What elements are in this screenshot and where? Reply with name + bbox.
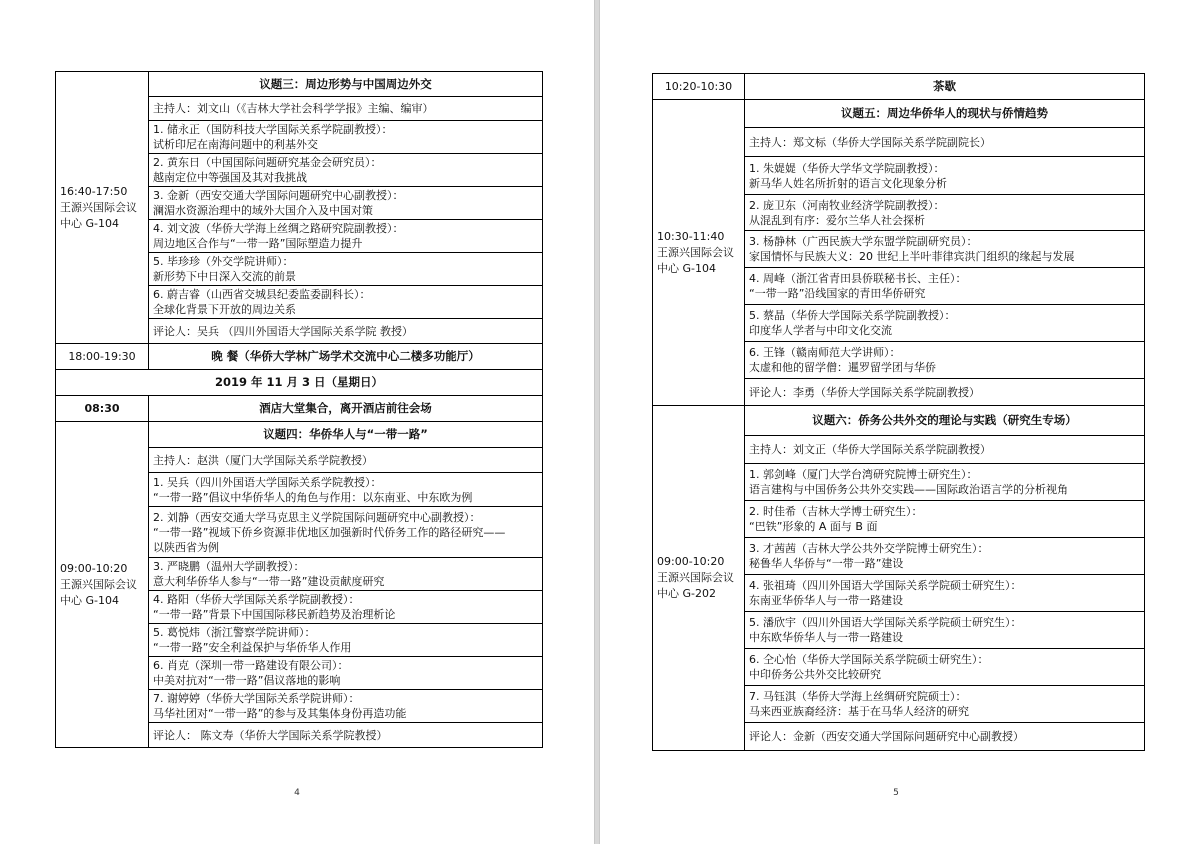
- session5-presentation-5: 5. 蔡晶（华侨大学国际关系学院副教授）： 印度华人学者与中印文化交流: [745, 305, 1145, 342]
- session4-presentation-6: 6. 肖克（深圳一带一路建设有限公司）： 中美对抗对“一带一路”倡议落地的影响: [149, 657, 543, 690]
- tea-time: 10:20-10:30: [653, 74, 745, 100]
- session5-time-venue: 10:30-11:40 王源兴国际会议中心 G-104: [653, 100, 745, 406]
- session4-presentation-3: 3. 严晓鹏（温州大学副教授）： 意大利华侨华人参与“一带一路”建设贡献度研究: [149, 558, 543, 591]
- session3-presentation-6: 6. 蔚吉睿（山西省交城县纪委监委副科长）： 全球化背景下开放的周边关系: [149, 286, 543, 319]
- session6-presentation-1: 1. 郭剑峰（厦门大学台湾研究院博士研究生）： 语言建构与中国侨务公共外交实践——国际政治语言学的分析视角: [745, 464, 1145, 501]
- session6-presentation-2: 2. 时佳希（吉林大学博士研究生）： “巴铁”形象的 A 面与 B 面: [745, 501, 1145, 538]
- session6-presentation-3: 3. 才茜茜（吉林大学公共外交学院博士研究生）： 秘鲁华人华侨与“一带一路”建设: [745, 538, 1145, 575]
- session5-presentation-2: 2. 庞卫东（河南牧业经济学院副教授）： 从混乱到有序：爱尔兰华人社会探析: [745, 195, 1145, 231]
- session3-title: 议题三：周边形势与中国周边外交: [149, 72, 543, 97]
- session6-host: 主持人：刘文正（华侨大学国际关系学院副教授）: [745, 436, 1145, 464]
- date-row: 2019 年 11 月 3 日（星期日）: [56, 370, 543, 396]
- session4-time-venue: 09:00-10:20 王源兴国际会议中心 G-104: [56, 422, 149, 748]
- session5-presentation-3: 3. 杨静林（广西民族大学东盟学院副研究员）： 家国情怀与民族大义：20 世纪上半叶菲律宾洪门组织的缘起与发展: [745, 231, 1145, 268]
- session6-title: 议题六：侨务公共外交的理论与实践（研究生专场）: [745, 406, 1145, 436]
- session6-discussant: 评论人：金新（西安交通大学国际问题研究中心副教授）: [745, 723, 1145, 751]
- session5-discussant: 评论人：李勇（华侨大学国际关系学院副教授）: [745, 379, 1145, 406]
- session3-time-venue: 16:40-17:50 王源兴国际会议中心 G-104: [56, 72, 149, 344]
- session4-presentation-2: 2. 刘静（西安交通大学马克思主义学院国际问题研究中心副教授）： “一带一路”视域下侨乡资源非优地区加强新时代侨务工作的路径研究—— 以陕西省为例: [149, 507, 543, 558]
- session3-discussant: 评论人：吴兵 （四川外国语大学国际关系学院 教授）: [149, 319, 543, 344]
- session5-host: 主持人：郑文标（华侨大学国际关系学院副院长）: [745, 128, 1145, 157]
- session6-presentation-4: 4. 张祖琦（四川外国语大学国际关系学院硕士研究生）： 东南亚华侨华人与一带一路建设: [745, 575, 1145, 612]
- page-number: 5: [893, 788, 899, 798]
- session3-presentation-4: 4. 刘文波（华侨大学海上丝绸之路研究院副教授）： 周边地区合作与“一带一路”国际塑造力提升: [149, 220, 543, 253]
- gather-text: 酒店大堂集合，离开酒店前往会场: [149, 396, 543, 422]
- schedule-table-left: [55, 71, 543, 748]
- session3-presentation-5: 5. 毕珍珍（外交学院讲师）： 新形势下中日深入交流的前景: [149, 253, 543, 286]
- session4-title: 议题四：华侨华人与“一带一路”: [149, 422, 543, 448]
- session6-presentation-5: 5. 潘欣宇（四川外国语大学国际关系学院硕士研究生）： 中东欧华侨华人与一带一路建设: [745, 612, 1145, 649]
- session4-discussant: 评论人： 陈文寿（华侨大学国际关系学院教授）: [149, 723, 543, 748]
- session6-time-venue: 09:00-10:20 王源兴国际会议中心 G-202: [653, 406, 745, 751]
- session5-presentation-1: 1. 朱媞媞（华侨大学华文学院副教授）： 新马华人姓名所折射的语言文化现象分析: [745, 157, 1145, 195]
- page-4: [0, 0, 594, 844]
- schedule-table-right: [652, 73, 1145, 751]
- dinner-text: 晚 餐（华侨大学林广场学术交流中心二楼多功能厅）: [149, 344, 543, 370]
- session6-presentation-7: 7. 马钰淇（华侨大学海上丝绸研究院硕士）： 马来西亚族裔经济：基于在马华人经济的研究: [745, 686, 1145, 723]
- tea-text: 茶歇: [745, 74, 1145, 100]
- session4-presentation-4: 4. 路阳（华侨大学国际关系学院副教授）： “一带一路”背景下中国国际移民新趋势及治理析论: [149, 591, 543, 624]
- session3-presentation-3: 3. 金新（西安交通大学国际问题研究中心副教授）： 澜湄水资源治理中的域外大国介入及中国对策: [149, 187, 543, 220]
- dinner-time: 18:00-19:30: [56, 344, 149, 370]
- session4-presentation-5: 5. 葛悦炜（浙江警察学院讲师）： “一带一路”安全利益保护与华侨华人作用: [149, 624, 543, 657]
- session4-host: 主持人：赵洪（厦门大学国际关系学院教授）: [149, 448, 543, 473]
- gather-time: 08:30: [56, 396, 149, 422]
- session4-presentation-1: 1. 吴兵（四川外国语大学国际关系学院教授）： “一带一路”倡议中华侨华人的角色与作用：以东南亚、中东欧为例: [149, 473, 543, 507]
- session5-title: 议题五：周边华侨华人的现状与侨情趋势: [745, 100, 1145, 128]
- session4-presentation-7: 7. 谢婷婷（华侨大学国际关系学院讲师）： 马华社团对“一带一路”的参与及其集体身份再造功能: [149, 690, 543, 723]
- session3-presentation-1: 1. 储永正（国防科技大学国际关系学院副教授）： 试析印尼在南海问题中的利基外交: [149, 121, 543, 154]
- session5-presentation-4: 4. 周峰（浙江省青田县侨联秘书长、主任）： “一带一路”沿线国家的青田华侨研究: [745, 268, 1145, 305]
- session3-host: 主持人：刘文山（《吉林大学社会科学学报》主编、编审）: [149, 97, 543, 121]
- session6-presentation-6: 6. 仝心怡（华侨大学国际关系学院硕士研究生）： 中印侨务公共外交比较研究: [745, 649, 1145, 686]
- page-number: 4: [294, 788, 300, 798]
- session5-presentation-6: 6. 王锋（赣南师范大学讲师）： 太虚和他的留学僧：暹罗留学团与华侨: [745, 342, 1145, 379]
- page-5: [600, 0, 1196, 844]
- session3-presentation-2: 2. 黄东日（中国国际问题研究基金会研究员）： 越南定位中等强国及其对我挑战: [149, 154, 543, 187]
